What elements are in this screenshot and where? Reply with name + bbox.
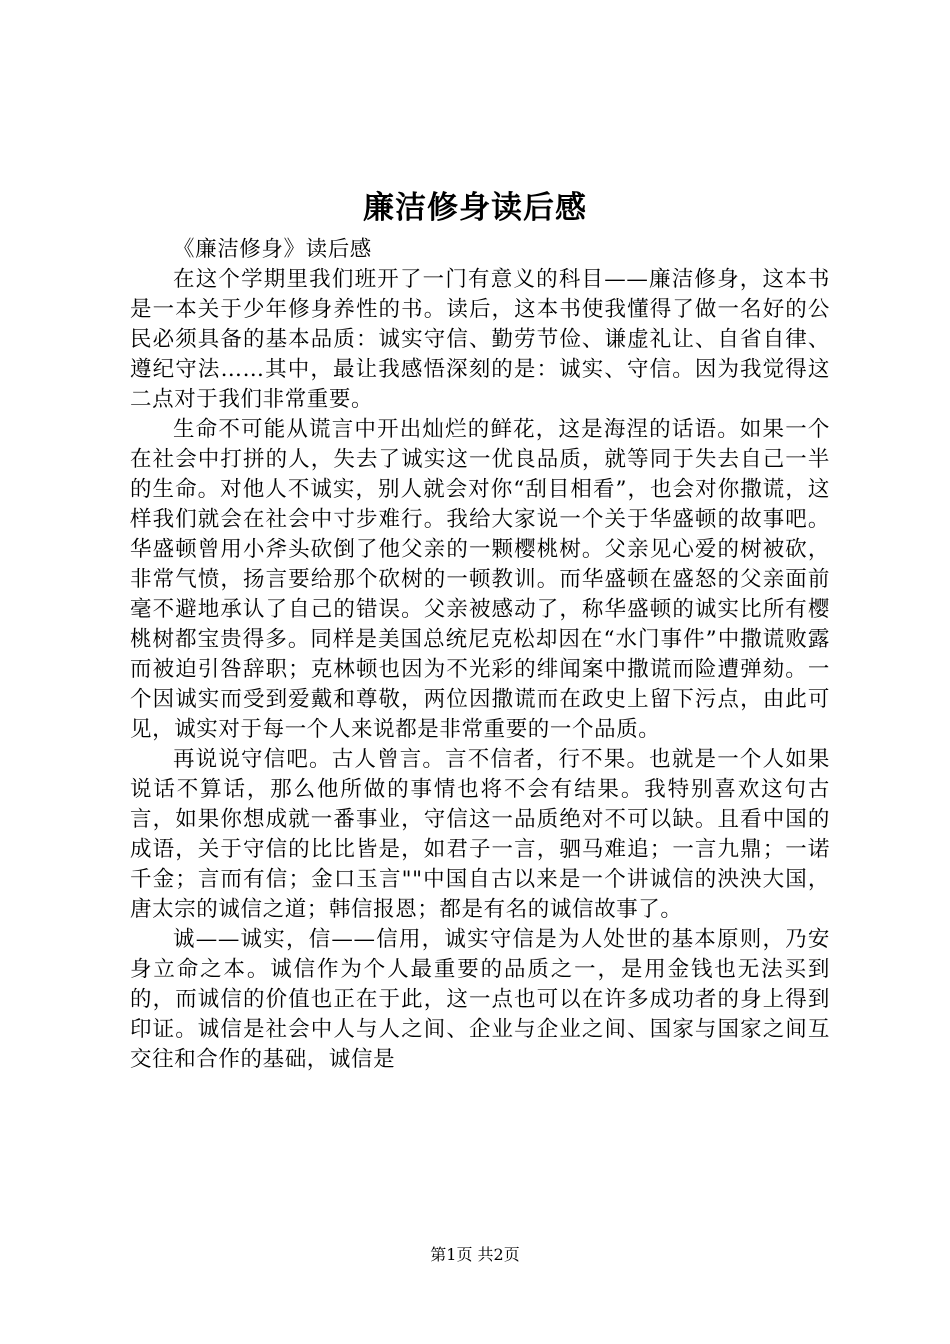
paragraph: 再说说守信吧。古人曾言。言不信者，行不果。也就是一个人如果说话不算话，那么他所做的事情也将不会有结果。我特别喜欢这句古言，如果你想成就一番事业，守信这一品质绝对不可以缺。且看中国的成语，关于守信的比比皆是，如君子一言，驷马难追；一言九鼎；一诺千金；言而有信；金口玉言""中国自古以来是一个讲诚信的泱泱大国，唐太宗的诚信之道；韩信报恩；都是有名的诚信故事了。 <box>130 747 830 922</box>
paragraph: 诚——诚实，信——信用，诚实守信是为人处世的基本原则，乃安身立命之本。诚信作为个人最重要的品质之一，是用金钱也无法买到的，而诚信的价值也正在于此，这一点也可以在许多成功者的身上得到印证。诚信是社会中人与人之间、企业与企业之间、国家与国家之间互交往和合作的基础，诚信是 <box>130 927 830 1072</box>
page-number-footer: 第1页 共2页 <box>430 1245 520 1264</box>
paragraph-subtitle: 《廉洁修身》读后感 <box>173 237 372 262</box>
paragraph: 生命不可能从谎言中开出灿烂的鲜花，这是海涅的话语。如果一个在社会中打拼的人，失去了诚实这一优良品质，就等同于失去自己一半的生命。对他人不诚实，别人就会对你“刮目相看”，也会对你撒谎，这样我们就会在社会中寸步难行。我给大家说一个关于华盛顿的故事吧。华盛顿曾用小斧头砍倒了他父亲的一颗樱桃树。父亲见心爱的树被砍，非常气愤，扬言要给那个砍树的一顿教训。而华盛顿在盛怒的父亲面前毫不避地承认了自己的错误。父亲被感动了，称华盛顿的诚实比所有樱桃树都宝贵得多。同样是美国总统尼克松却因在“水门事件”中撒谎败露而被迫引咎辞职；克林顿也因为不光彩的绯闻案中撒谎而险遭弹劾。一个因诚实而受到爱戴和尊敬，两位因撒谎而在政史上留下污点，由此可见，诚实对于每一个人来说都是非常重要的一个品质。 <box>130 417 830 742</box>
paragraph: 在这个学期里我们班开了一门有意义的科目——廉洁修身，这本书是一本关于少年修身养性的书。读后，这本书使我懂得了做一名好的公民必须具备的基本品质：诚实守信、勤劳节俭、谦虚礼让、自省自律、遵纪守法……其中，最让我感悟深刻的是：诚实、守信。因为我觉得这二点对于我们非常重要。 <box>130 267 830 412</box>
page-title: 廉洁修身读后感 <box>363 190 587 226</box>
document-body <box>130 235 830 1075</box>
